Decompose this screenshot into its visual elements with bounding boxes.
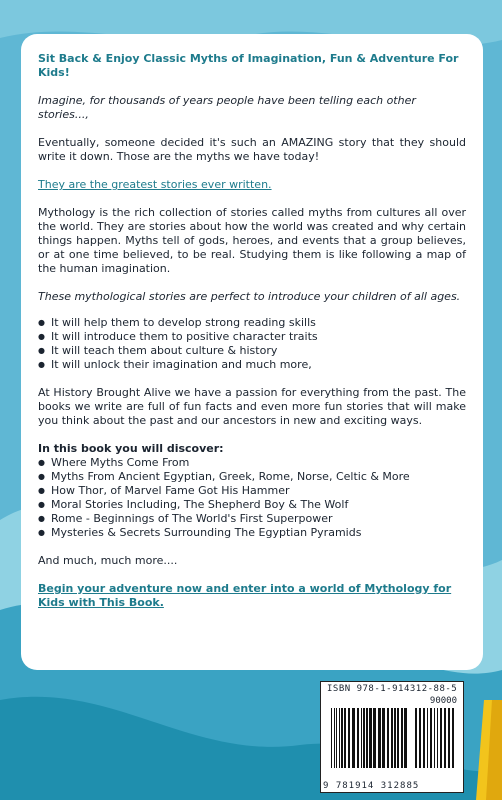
barcode-bar <box>361 708 362 768</box>
price-code: 90000 <box>429 696 457 706</box>
barcode-bar <box>440 708 442 768</box>
barcode-bar <box>369 708 372 768</box>
mythology-paragraph: Mythology is the rich collection of stories called myths from cultures all over the world. They are stories about how the world was created and why certain things happen. Myths tell of gods, heroes, and events that a group believes, or at one time believed, to be real. Studying them is like following a map of the human imagination. <box>38 206 466 275</box>
call-to-action: Begin your adventure now and enter into a world of Mythology for Kids with This Book. <box>38 582 452 609</box>
barcode-bar <box>382 708 385 768</box>
barcode-bar <box>444 708 446 768</box>
headline: Sit Back & Enjoy Classic Myths of Imagination, Fun & Adventure For Kids! <box>38 52 459 79</box>
benefits-list <box>38 316 466 372</box>
list-item: ● It will help them to develop strong reading skills <box>38 316 466 330</box>
barcode-bar <box>344 708 346 768</box>
barcode-bar <box>419 708 421 768</box>
barcode-bar <box>387 708 389 768</box>
list-item: ● Where Myths Come From <box>38 456 466 470</box>
description-text <box>38 52 466 610</box>
discover-heading: In this book you will discover: <box>38 442 224 455</box>
barcode-bar <box>336 708 337 768</box>
discover-list <box>38 456 466 540</box>
history-brought-alive-paragraph: At History Brought Alive we have a passion for everything from the past. The books we write are full of fun facts and even more fun stories that will make you think about the past and our ancestors in new and exciting ways. <box>38 386 466 427</box>
list-item: ● Mysteries & Secrets Surrounding The Egyptian Pyramids <box>38 526 466 540</box>
barcode-bar <box>397 708 399 768</box>
barcode-bar <box>373 708 376 768</box>
list-item: ● Rome - Beginnings of The World's First Superpower <box>38 512 466 526</box>
much-more-line: And much, much more.... <box>38 554 178 567</box>
barcode-bar <box>341 708 343 768</box>
barcode-bars <box>325 696 459 776</box>
barcode-bar <box>348 708 350 768</box>
intro-italic: Imagine, for thousands of years people have been telling each other stories..., <box>38 94 416 121</box>
list-item: ● It will introduce them to positive character traits <box>38 330 466 344</box>
list-item: ● Moral Stories Including, The Shepherd Boy & The Wolf <box>38 498 466 512</box>
barcode-bar <box>404 708 407 768</box>
barcode-bar <box>352 708 355 768</box>
barcode-digits: 9 781914 312885 <box>323 781 420 791</box>
barcode-bar <box>378 708 381 768</box>
list-item: ● How Thor, of Marvel Fame Got His Hammer <box>38 484 466 498</box>
isbn-barcode <box>320 681 464 793</box>
list-item: ● It will teach them about culture & history <box>38 344 466 358</box>
barcode-bar <box>331 708 332 768</box>
barcode-bar <box>394 708 396 768</box>
barcode-bar <box>437 708 438 768</box>
barcode-bar <box>452 708 454 768</box>
barcode-bar <box>334 708 335 768</box>
barcode-bar <box>339 708 340 768</box>
barcode-bar <box>415 708 417 768</box>
barcode-bar <box>363 708 365 768</box>
barcode-bar <box>423 708 425 768</box>
barcode-bar <box>391 708 393 768</box>
barcode-bar <box>366 708 368 768</box>
eventually-paragraph: Eventually, someone decided it's such an AMAZING story that they should write it down. Those are the myths we have today! <box>38 136 466 163</box>
barcode-bar <box>448 708 450 768</box>
greatest-stories-line: They are the greatest stories ever written. <box>38 178 272 191</box>
barcode-bar <box>427 708 428 768</box>
barcode-bar <box>430 708 432 768</box>
barcode-bar <box>357 708 359 768</box>
barcode-bar <box>434 708 435 768</box>
spine-corner-decoration <box>472 700 502 800</box>
list-item: ● It will unlock their imagination and much more, <box>38 358 466 372</box>
perfect-for-children: These mythological stories are perfect to introduce your children of all ages. <box>38 290 461 303</box>
barcode-bar <box>401 708 403 768</box>
list-item: ● Myths From Ancient Egyptian, Greek, Rome, Norse, Celtic & More <box>38 470 466 484</box>
isbn-text: ISBN 978-1-914312-88-5 <box>327 684 458 694</box>
